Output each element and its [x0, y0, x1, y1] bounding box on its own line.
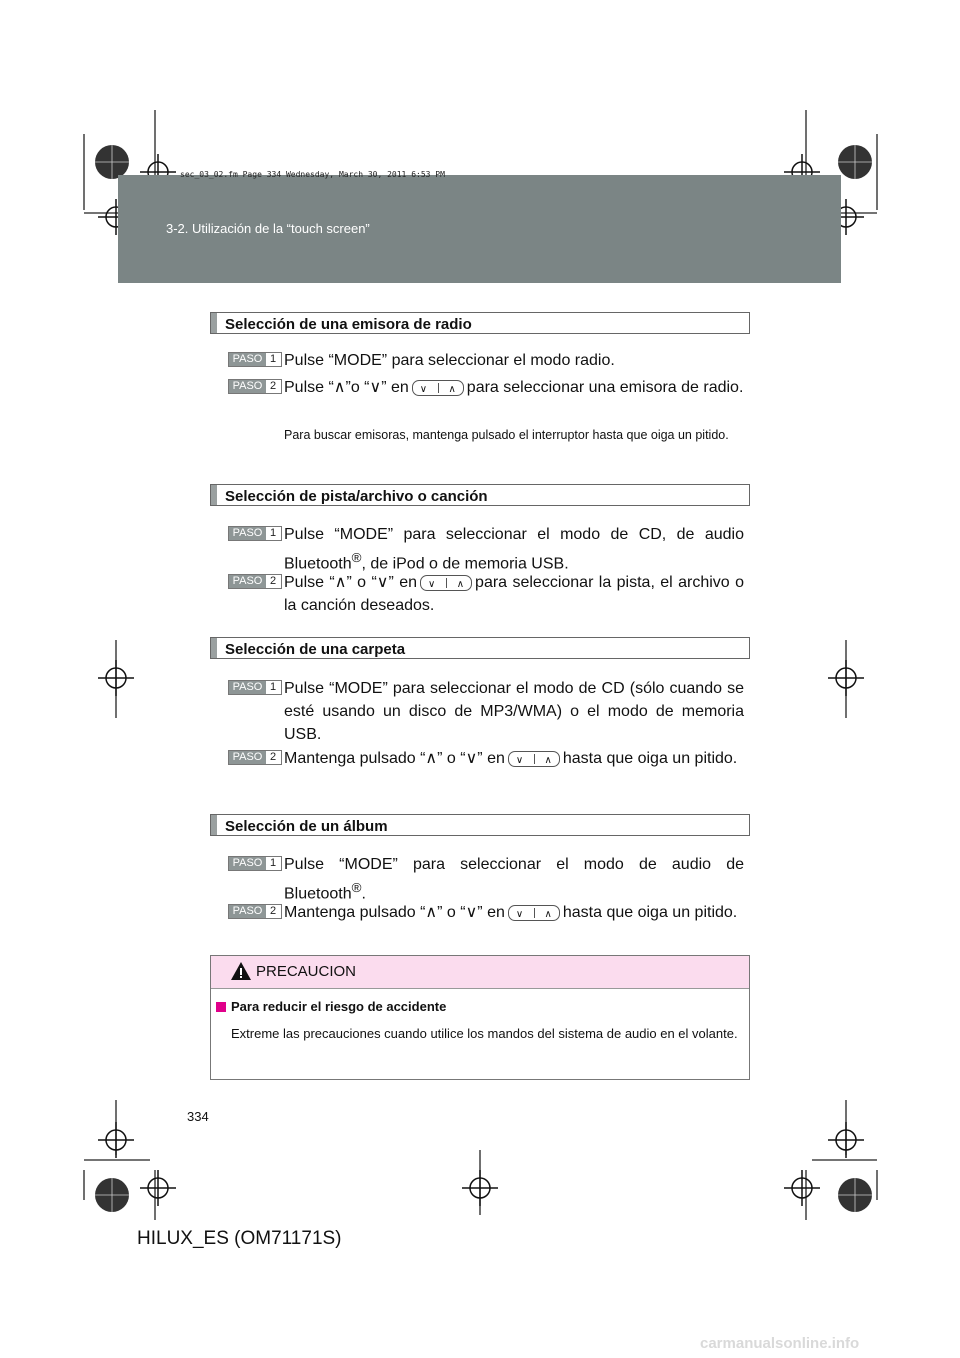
bullet-square-icon	[216, 1002, 226, 1012]
step-tag: PASO 2	[228, 574, 282, 589]
step-tag: PASO 2	[228, 379, 282, 394]
down-up-switch-icon: ∨ ∧	[508, 905, 560, 921]
manual-code: HILUX_ES (OM71171S)	[137, 1228, 342, 1249]
warning-triangle-icon	[230, 961, 252, 981]
warning-title: PRECAUCION	[256, 963, 357, 980]
step-tag: PASO 1	[228, 680, 282, 695]
down-up-switch-icon: ∨ ∧	[420, 575, 472, 591]
down-up-switch-icon: ∨ ∧	[508, 751, 560, 767]
step-tag: PASO 1	[228, 856, 282, 871]
warning-header	[211, 956, 749, 989]
step-tag: PASO 2	[228, 904, 282, 919]
section-heading-folder: Selección de una carpeta	[210, 637, 750, 659]
section-heading-radio: Selección de una emisora de radio	[210, 312, 750, 334]
step-tag: PASO 1	[228, 352, 282, 367]
down-up-switch-icon: ∨ ∧	[412, 380, 464, 396]
watermark: carmanualsonline.info	[700, 1335, 860, 1352]
step-tag: PASO 1	[228, 526, 282, 541]
warning-subtitle: Para reducir el riesgo de accidente	[231, 999, 447, 1014]
page-number: 334	[187, 1109, 209, 1124]
tip-note: Para buscar emisoras, mantenga pulsado el interruptor hasta que oiga un pitido.	[284, 428, 729, 442]
step-tag: PASO 2	[228, 750, 282, 765]
warning-body: Extreme las precauciones cuando utilice los mandos del sistema de audio en el volante.	[231, 1026, 738, 1041]
section-heading-album: Selección de un álbum	[210, 814, 750, 836]
file-info: sec_03_02.fm Page 334 Wednesday, March 30, 2011 6:53 PM	[180, 170, 445, 179]
section-heading-track: Selección de pista/archivo o canción	[210, 484, 750, 506]
warning-box	[210, 955, 750, 1080]
section-title: 3-2. Utilización de la “touch screen”	[166, 221, 370, 236]
